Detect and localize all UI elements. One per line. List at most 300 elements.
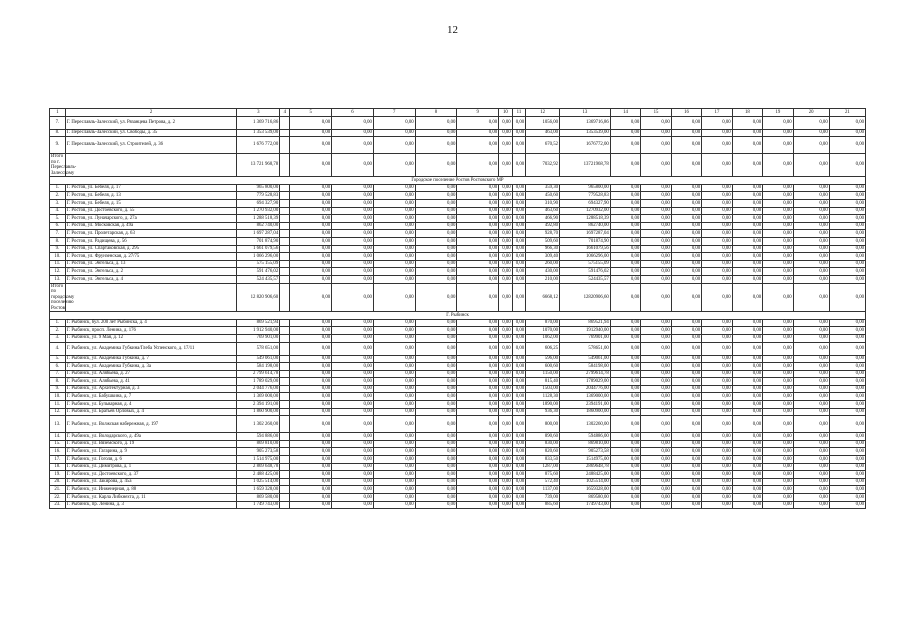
value-cell: 0,00 (793, 238, 829, 246)
value-cell: 0,00 (332, 154, 374, 177)
row-number: 1. (50, 319, 66, 327)
value-cell: 0,00 (702, 283, 732, 312)
value-cell: 0,00 (512, 245, 526, 253)
value-cell: 0,00 (512, 184, 526, 192)
column-number: 15 (641, 109, 671, 117)
value-cell: 0,00 (610, 116, 640, 129)
value-cell: 1 659 328,00 (237, 486, 280, 494)
address-cell: Г. Ростов, ул. Энгельса, д. 13 (65, 260, 237, 268)
address-cell: Г. Рыбинск, ул. Бабушкина, д. 7 (65, 393, 237, 401)
value-cell: 0,00 (702, 378, 732, 386)
value-cell: 0,00 (641, 319, 671, 327)
value-cell: 0,00 (732, 129, 762, 137)
value-cell (280, 207, 290, 215)
value-cell: 0,00 (512, 192, 526, 200)
value-cell: 1369716,86 (560, 116, 611, 129)
value-cell (280, 486, 290, 494)
value-cell: 0,00 (332, 342, 374, 355)
value-cell: 0,00 (457, 385, 499, 393)
value-cell (280, 378, 290, 386)
value-cell: 0,00 (499, 192, 513, 200)
value-cell: 0,00 (793, 355, 829, 363)
address-cell: Г. Рыбинск, ул. Гоголя, д. 6 (65, 456, 237, 464)
value-cell: 0,00 (763, 215, 793, 223)
value-cell: 606,25 (526, 342, 560, 355)
row-number: 8. (50, 129, 66, 137)
value-cell: 739,00 (526, 494, 560, 502)
value-cell: 0,00 (610, 355, 640, 363)
address-cell: Г. Переславль-Залесский, ул. Строителей, д. 36 (65, 137, 237, 154)
value-cell: 0,00 (671, 501, 701, 509)
value-cell (280, 222, 290, 230)
value-cell: 0,00 (290, 319, 332, 327)
value-cell: 0,00 (415, 456, 457, 464)
value-cell: 0,00 (457, 433, 499, 441)
value-cell: 0,00 (671, 184, 701, 192)
value-cell: 0,00 (499, 222, 513, 230)
value-cell: 0,00 (641, 478, 671, 486)
value-cell: 0,00 (457, 137, 499, 154)
value-cell: 0,00 (499, 260, 513, 268)
value-cell: 0,00 (332, 408, 374, 416)
value-cell: 0,00 (702, 268, 732, 276)
value-cell: 0,00 (671, 385, 701, 393)
value-cell: 0,00 (290, 342, 332, 355)
value-cell: 0,00 (290, 245, 332, 253)
table-row (50, 275, 866, 283)
value-cell: 0,00 (793, 137, 829, 154)
value-cell: 0,00 (671, 408, 701, 416)
value-cell: 260,00 (526, 260, 560, 268)
value-cell: 0,00 (415, 230, 457, 238)
address-cell: Г. Рыбинск, ул. Алябьева, д. 27 (65, 370, 237, 378)
value-cell: 928,70 (526, 230, 560, 238)
value-cell: 0,00 (732, 486, 762, 494)
value-cell: 1 514 975,00 (237, 456, 280, 464)
value-cell: 310,90 (526, 200, 560, 208)
value-cell: 0,00 (671, 370, 701, 378)
value-cell: 1353539,00 (560, 129, 611, 137)
table-row (50, 245, 866, 253)
value-cell: 0,00 (829, 116, 865, 129)
value-cell: 1912940,00 (560, 327, 611, 335)
value-cell: 0,00 (610, 327, 640, 335)
address-cell: Г. Рыбинск, ул. Достоевского, д. 37 (65, 471, 237, 479)
value-cell: 1676772,00 (560, 137, 611, 154)
value-cell: 0,00 (702, 416, 732, 433)
value-cell: 0,00 (610, 471, 640, 479)
value-cell: 0,00 (290, 478, 332, 486)
value-cell: 0,00 (415, 416, 457, 433)
column-number: 7 (373, 109, 415, 117)
value-cell: 0,00 (610, 137, 640, 154)
value-cell: 0,00 (829, 448, 865, 456)
value-cell: 0,00 (512, 319, 526, 327)
value-cell: 0,00 (415, 129, 457, 137)
address-cell: Г. Рыбинск, ул. Алябьева, д. 41 (65, 378, 237, 386)
row-number: 5. (50, 355, 66, 363)
value-cell: 0,00 (702, 385, 732, 393)
value-cell: 0,00 (457, 440, 499, 448)
row-number: 4. (50, 342, 66, 355)
value-cell: 0,00 (512, 116, 526, 129)
value-cell: 0,00 (671, 129, 701, 137)
value-cell: 0,00 (641, 275, 671, 283)
value-cell: 0,00 (671, 486, 701, 494)
value-cell: 0,00 (457, 283, 499, 312)
value-cell (280, 275, 290, 283)
value-cell: 0,00 (641, 334, 671, 342)
value-cell: 0,00 (332, 370, 374, 378)
value-cell: 0,00 (829, 355, 865, 363)
value-cell: 0,00 (499, 154, 513, 177)
value-cell: 0,00 (763, 342, 793, 355)
value-cell: 591 476,02 (237, 268, 280, 276)
value-cell: 509,60 (526, 238, 560, 246)
address-cell (65, 283, 237, 312)
value-cell: 0,00 (702, 408, 732, 416)
value-cell: 0,00 (512, 253, 526, 261)
value-cell: 0,00 (610, 393, 640, 401)
table-row (50, 363, 866, 371)
value-cell: 0,00 (732, 283, 762, 312)
value-cell: 0,00 (732, 116, 762, 129)
table-row (50, 433, 866, 441)
value-cell: 1697287,04 (560, 230, 611, 238)
value-cell: 905273,58 (560, 448, 611, 456)
value-cell: 0,00 (610, 408, 640, 416)
row-number: 8. (50, 378, 66, 386)
value-cell: 0,00 (671, 154, 701, 177)
value-cell: 0,00 (290, 363, 332, 371)
value-cell: 0,00 (793, 501, 829, 509)
value-cell: 0,00 (641, 494, 671, 502)
value-cell: 0,00 (829, 245, 865, 253)
value-cell: 0,00 (732, 401, 762, 409)
value-cell (280, 501, 290, 509)
address-cell: Г. Рыбинск, ул. Академика Губкина, д. 3а (65, 363, 237, 371)
value-cell: 0,00 (457, 238, 499, 246)
value-cell: 0,00 (373, 253, 415, 261)
value-cell: 0,00 (829, 393, 865, 401)
value-cell: 0,00 (610, 200, 640, 208)
address-cell: Г. Рыбинск, ул. Карла Либкнехта, д. 11 (65, 494, 237, 502)
value-cell: 1302260,00 (560, 416, 611, 433)
value-cell: 0,00 (702, 342, 732, 355)
value-cell: 0,00 (829, 137, 865, 154)
value-cell: 0,00 (610, 501, 640, 509)
table-row (50, 401, 866, 409)
value-cell: 0,00 (332, 494, 374, 502)
value-cell: 0,00 (732, 463, 762, 471)
value-cell: 549061,00 (560, 355, 611, 363)
value-cell: 0,00 (457, 401, 499, 409)
value-cell: 572,40 (526, 478, 560, 486)
value-cell (280, 440, 290, 448)
table-row (50, 385, 866, 393)
value-cell: 0,00 (499, 456, 513, 464)
value-cell: 0,00 (332, 486, 374, 494)
value-cell: 0,00 (610, 275, 640, 283)
value-cell: 0,00 (415, 319, 457, 327)
table-row (50, 116, 866, 129)
value-cell: 2 799 614,78 (237, 370, 280, 378)
total-label: Итого по г. Переславль-Залесскому (51, 154, 77, 176)
value-cell: 0,00 (763, 334, 793, 342)
value-cell: 0,00 (415, 393, 457, 401)
value-cell: 0,00 (829, 215, 865, 223)
row-number: 1. (50, 184, 66, 192)
value-cell: 0,00 (702, 137, 732, 154)
table-row (50, 327, 866, 335)
value-cell (280, 334, 290, 342)
value-cell: 0,00 (290, 385, 332, 393)
value-cell: 0,00 (763, 448, 793, 456)
value-cell: 0,00 (702, 355, 732, 363)
value-cell: 0,00 (641, 471, 671, 479)
value-cell: 0,00 (641, 327, 671, 335)
value-cell: 0,00 (702, 238, 732, 246)
value-cell: 0,00 (499, 275, 513, 283)
value-cell: 0,00 (290, 268, 332, 276)
value-cell: 0,00 (732, 370, 762, 378)
value-cell: 0,00 (763, 416, 793, 433)
column-number: 19 (763, 109, 793, 117)
column-number: 3 (237, 109, 280, 117)
value-cell: 0,00 (415, 260, 457, 268)
value-cell: 0,00 (499, 378, 513, 386)
value-cell: 549 061,00 (237, 355, 280, 363)
value-cell: 0,00 (641, 192, 671, 200)
row-number: 14. (50, 433, 66, 441)
value-cell: 0,00 (457, 370, 499, 378)
value-cell: 0,00 (793, 319, 829, 327)
value-cell: 0,00 (793, 260, 829, 268)
table-row (50, 456, 866, 464)
value-cell: 0,00 (793, 433, 829, 441)
value-cell: 0,00 (332, 192, 374, 200)
value-cell: 0,00 (793, 283, 829, 312)
value-cell: 0,00 (702, 401, 732, 409)
value-cell: 0,00 (332, 327, 374, 335)
value-cell: 966,30 (526, 245, 560, 253)
value-cell: 0,00 (763, 154, 793, 177)
value-cell: 869 810,00 (237, 440, 280, 448)
value-cell: 2 488 425,00 (237, 471, 280, 479)
value-cell: 0,00 (732, 327, 762, 335)
address-cell: Г. Рыбинск, ул. Братьев Орловых, д. 4 (65, 408, 237, 416)
value-cell: 591476,02 (560, 268, 611, 276)
table-row (50, 184, 866, 192)
address-cell: Г. Рыбинск, ул. Володарского, д. 49а (65, 433, 237, 441)
value-cell: 0,00 (457, 456, 499, 464)
value-cell: 0,00 (671, 222, 701, 230)
value-cell: 0,00 (763, 283, 793, 312)
value-cell: 0,00 (763, 486, 793, 494)
value-cell: 0,00 (499, 238, 513, 246)
value-cell: 0,00 (415, 207, 457, 215)
value-cell: 0,00 (499, 478, 513, 486)
value-cell: 584 198,00 (237, 363, 280, 371)
value-cell: 0,00 (793, 408, 829, 416)
value-cell: 0,00 (373, 200, 415, 208)
value-cell (280, 463, 290, 471)
value-cell (280, 192, 290, 200)
value-cell: 1 369 716,86 (237, 116, 280, 129)
value-cell: 1369000,00 (560, 393, 611, 401)
value-cell: 0,00 (732, 268, 762, 276)
value-cell: 0,00 (763, 260, 793, 268)
value-cell: 0,00 (457, 342, 499, 355)
value-cell: 0,00 (512, 355, 526, 363)
column-number: 13 (560, 109, 611, 117)
value-cell: 0,00 (290, 207, 332, 215)
repair-program-table (49, 108, 866, 509)
row-number: 12. (50, 268, 66, 276)
value-cell: 0,00 (373, 207, 415, 215)
value-cell: 0,00 (290, 238, 332, 246)
value-cell: 1025514,00 (560, 478, 611, 486)
value-cell: 0,00 (671, 319, 701, 327)
value-cell: 0,00 (610, 238, 640, 246)
value-cell: 0,00 (512, 478, 526, 486)
value-cell: 0,00 (332, 334, 374, 342)
value-cell: 0,00 (373, 192, 415, 200)
value-cell: 2488425,00 (560, 471, 611, 479)
address-cell: Г. Ростов, ул. Бебеля, д. 17 (65, 184, 237, 192)
column-number-row (50, 109, 866, 117)
value-cell: 0,00 (373, 486, 415, 494)
value-cell: 0,00 (732, 385, 762, 393)
value-cell: 0,00 (499, 207, 513, 215)
value-cell: 0,00 (499, 494, 513, 502)
address-cell: Г. Рыбинск, пр. Ленина, д. 3 (65, 501, 237, 509)
value-cell: 524 435,57 (237, 275, 280, 283)
value-cell: 0,00 (290, 471, 332, 479)
value-cell: 0,00 (610, 245, 640, 253)
value-cell: 0,00 (499, 319, 513, 327)
row-number: 6. (50, 363, 66, 371)
value-cell: 0,00 (373, 283, 415, 312)
value-cell: 594 886,00 (237, 433, 280, 441)
address-cell: Г. Рыбинск, ул. Вяземского, д. 19 (65, 440, 237, 448)
value-cell: 0,00 (829, 192, 865, 200)
value-cell: 0,00 (332, 260, 374, 268)
value-cell: 0,00 (641, 184, 671, 192)
table-row (50, 448, 866, 456)
value-cell: 0,00 (373, 463, 415, 471)
value-cell: 0,00 (512, 230, 526, 238)
value-cell: 0,00 (763, 393, 793, 401)
value-cell: 0,00 (732, 260, 762, 268)
value-cell: 2 869 648,78 (237, 463, 280, 471)
value-cell: 0,00 (829, 184, 865, 192)
value-cell: 0,00 (763, 245, 793, 253)
value-cell: 0,00 (732, 433, 762, 441)
value-cell: 0,00 (793, 416, 829, 433)
value-cell: 0,00 (732, 184, 762, 192)
value-cell: 0,00 (793, 215, 829, 223)
value-cell (280, 129, 290, 137)
value-cell: 0,00 (457, 154, 499, 177)
value-cell: 0,00 (499, 215, 513, 223)
value-cell: 0,00 (702, 370, 732, 378)
row-number: 2. (50, 327, 66, 335)
value-cell: 0,00 (512, 501, 526, 509)
address-cell: Г. Рыбинск, ул. Волжская набережная, д. 197 (65, 416, 237, 433)
value-cell: 0,00 (290, 456, 332, 464)
value-cell: 0,00 (702, 275, 732, 283)
value-cell: 820,60 (526, 448, 560, 456)
value-cell: 0,00 (499, 408, 513, 416)
value-cell: 0,00 (641, 238, 671, 246)
value-cell: 0,00 (763, 471, 793, 479)
value-cell: 0,00 (732, 215, 762, 223)
value-cell: 0,00 (290, 116, 332, 129)
value-cell: 0,00 (457, 268, 499, 276)
value-cell: 0,00 (732, 253, 762, 261)
value-cell: 0,00 (512, 268, 526, 276)
value-cell: 0,00 (671, 245, 701, 253)
value-cell: 2799614,78 (560, 370, 611, 378)
value-cell: 0,00 (641, 433, 671, 441)
value-cell: 0,00 (457, 393, 499, 401)
value-cell: 0,00 (732, 494, 762, 502)
value-cell: 1150,00 (526, 370, 560, 378)
value-cell: 210,00 (526, 275, 560, 283)
value-cell: 0,00 (732, 222, 762, 230)
address-cell: Г. Ростов, ул. Фрунзенская, д. 27/75 (65, 253, 237, 261)
value-cell: 0,00 (641, 440, 671, 448)
value-cell: 0,00 (373, 260, 415, 268)
value-cell: 0,00 (829, 283, 865, 312)
column-number: 16 (671, 109, 701, 117)
value-cell: 0,00 (763, 385, 793, 393)
column-number: 14 (610, 109, 640, 117)
value-cell: 0,00 (763, 440, 793, 448)
value-cell: 0,00 (499, 200, 513, 208)
value-cell: 0,00 (702, 184, 732, 192)
value-cell: 0,00 (793, 378, 829, 386)
value-cell: 0,00 (763, 184, 793, 192)
value-cell: 0,00 (763, 222, 793, 230)
value-cell: 0,00 (641, 342, 671, 355)
value-cell: 0,00 (793, 486, 829, 494)
value-cell: 0,00 (641, 260, 671, 268)
value-cell: 0,00 (671, 137, 701, 154)
value-cell: 0,00 (702, 448, 732, 456)
table-row (50, 215, 866, 223)
value-cell: 12 820 906,60 (237, 283, 280, 312)
value-cell: 0,00 (499, 433, 513, 441)
table-row (50, 370, 866, 378)
table-row (50, 440, 866, 448)
value-cell: 0,00 (671, 401, 701, 409)
row-number: 10. (50, 253, 66, 261)
value-cell: 0,00 (763, 192, 793, 200)
value-cell: 0,00 (641, 363, 671, 371)
value-cell: 0,00 (702, 440, 732, 448)
value-cell: 0,00 (702, 222, 732, 230)
value-cell: 0,00 (457, 416, 499, 433)
value-cell: 0,00 (415, 363, 457, 371)
value-cell: 0,00 (499, 440, 513, 448)
value-cell: 0,00 (793, 154, 829, 177)
value-cell: 0,00 (373, 355, 415, 363)
value-cell: 0,00 (457, 378, 499, 386)
value-cell: 0,00 (610, 456, 640, 464)
value-cell: 0,00 (793, 184, 829, 192)
